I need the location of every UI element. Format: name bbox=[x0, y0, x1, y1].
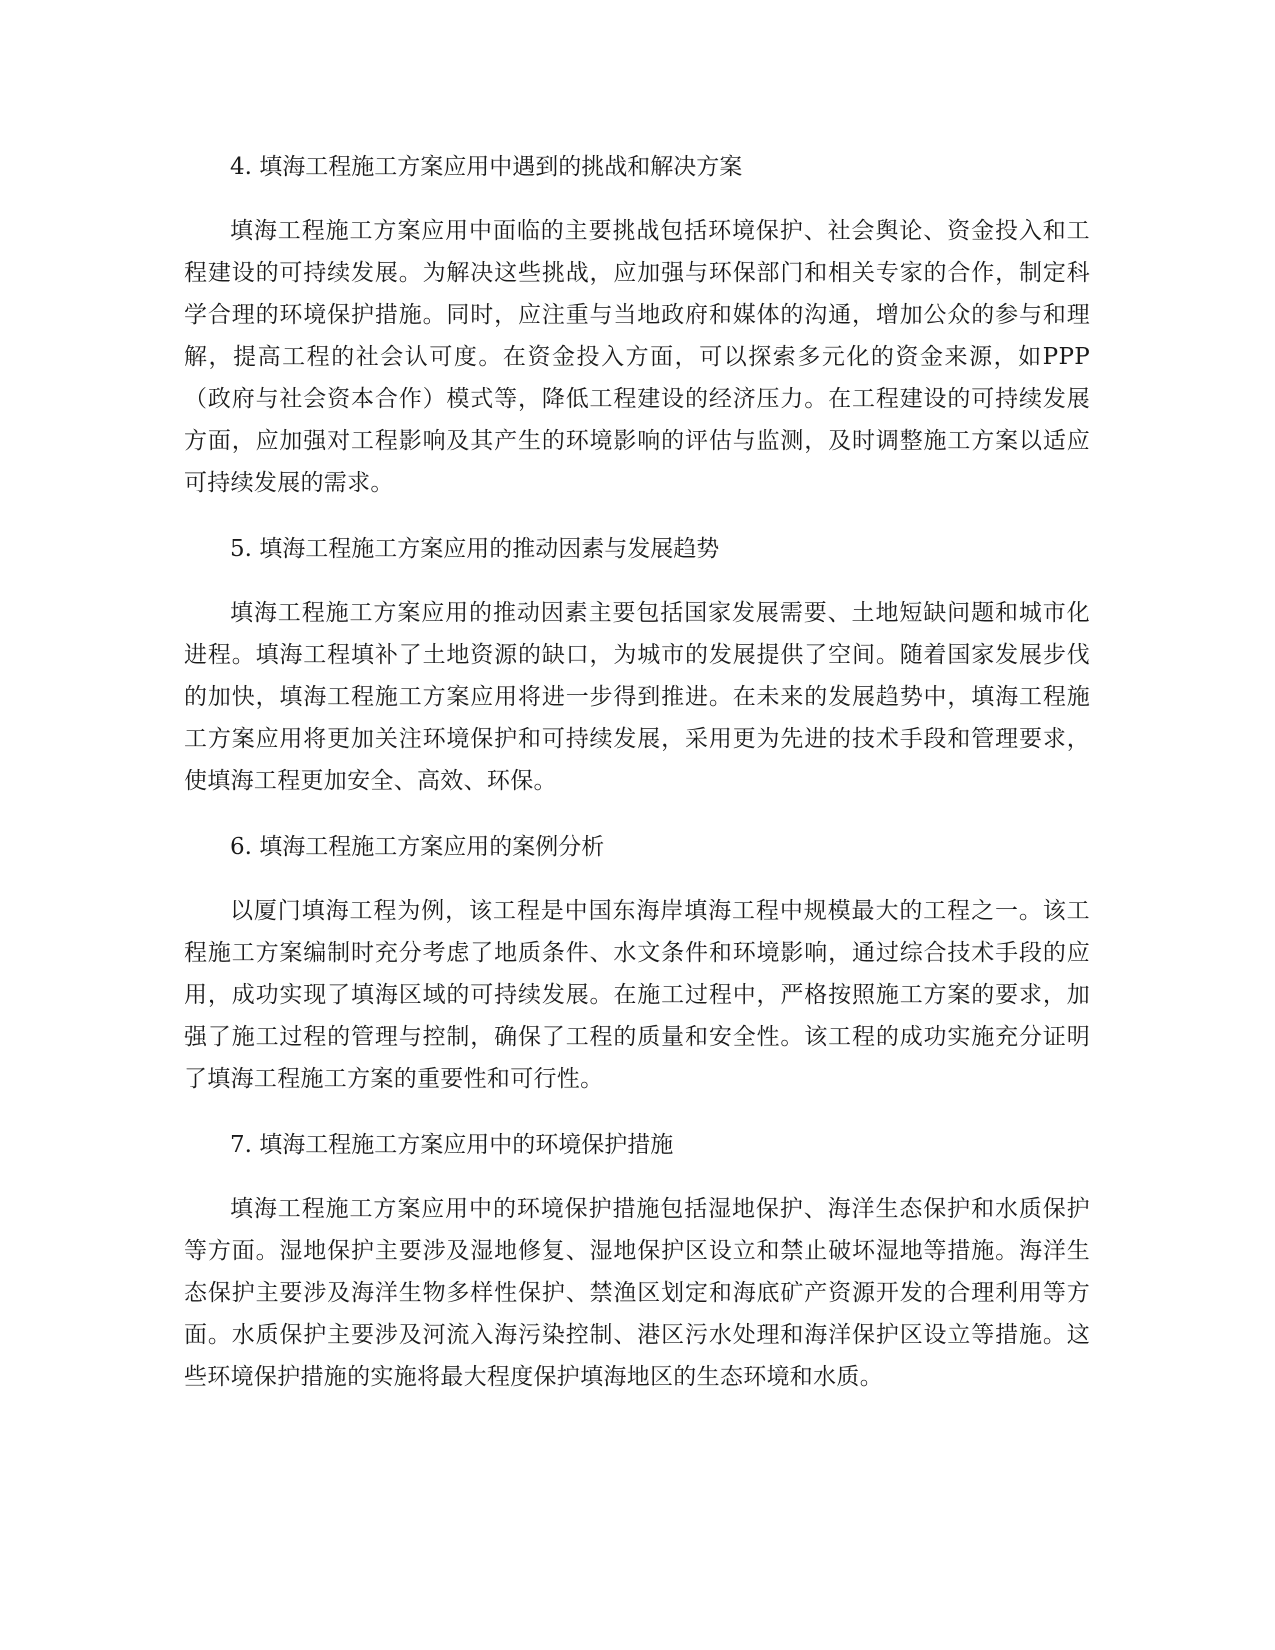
section-body-4: 填海工程施工方案应用中面临的主要挑战包括环境保护、社会舆论、资金投入和工程建设的可持续发展。为解决这些挑战，应加强与环保部门和相关专家的合作，制定科学合理的环境保护措施。同时，应注重与当地政府和媒体的沟通，增加公众的参与和理解，提高工程的社会认可度。在资金投入方面，可以探索多元化的资金来源，如PPP（政府与社会资本合作）模式等，降低工程建设的经济压力。在工程建设的可持续发展方面，应加强对工程影响及其产生的环境影响的评估与监测，及时调整施工方案以适应可持续发展的需求。 bbox=[184, 218, 1090, 496]
document-page bbox=[184, 146, 1090, 1422]
section-heading-4: 4. 填海工程施工方案应用中遇到的挑战和解决方案 bbox=[230, 154, 743, 180]
section-body-6: 以厦门填海工程为例，该工程是中国东海岸填海工程中规模最大的工程之一。该工程施工方案编制时充分考虑了地质条件、水文条件和环境影响，通过综合技术手段的应用，成功实现了填海区域的可持续发展。在施工过程中，严格按照施工方案的要求，加强了施工过程的管理与控制，确保了工程的质量和安全性。该工程的成功实施充分证明了填海工程施工方案的重要性和可行性。 bbox=[184, 898, 1090, 1092]
section-heading-7: 7. 填海工程施工方案应用中的环境保护措施 bbox=[230, 1132, 674, 1158]
section-heading-5: 5. 填海工程施工方案应用的推动因素与发展趋势 bbox=[230, 536, 720, 562]
section-body-5: 填海工程施工方案应用的推动因素主要包括国家发展需要、土地短缺问题和城市化进程。填海工程填补了土地资源的缺口，为城市的发展提供了空间。随着国家发展步伐的加快，填海工程施工方案应用将进一步得到推进。在未来的发展趋势中，填海工程施工方案应用将更加关注环境保护和可持续发展，采用更为先进的技术手段和管理要求，使填海工程更加安全、高效、环保。 bbox=[184, 600, 1090, 794]
section-heading-6: 6. 填海工程施工方案应用的案例分析 bbox=[230, 834, 605, 860]
section-body-7: 填海工程施工方案应用中的环境保护措施包括湿地保护、海洋生态保护和水质保护等方面。湿地保护主要涉及湿地修复、湿地保护区设立和禁止破坏湿地等措施。海洋生态保护主要涉及海洋生物多样性保护、禁渔区划定和海底矿产资源开发的合理利用等方面。水质保护主要涉及河流入海污染控制、港区污水处理和海洋保护区设立等措施。这些环境保护措施的实施将最大程度保护填海地区的生态环境和水质。 bbox=[184, 1196, 1090, 1390]
